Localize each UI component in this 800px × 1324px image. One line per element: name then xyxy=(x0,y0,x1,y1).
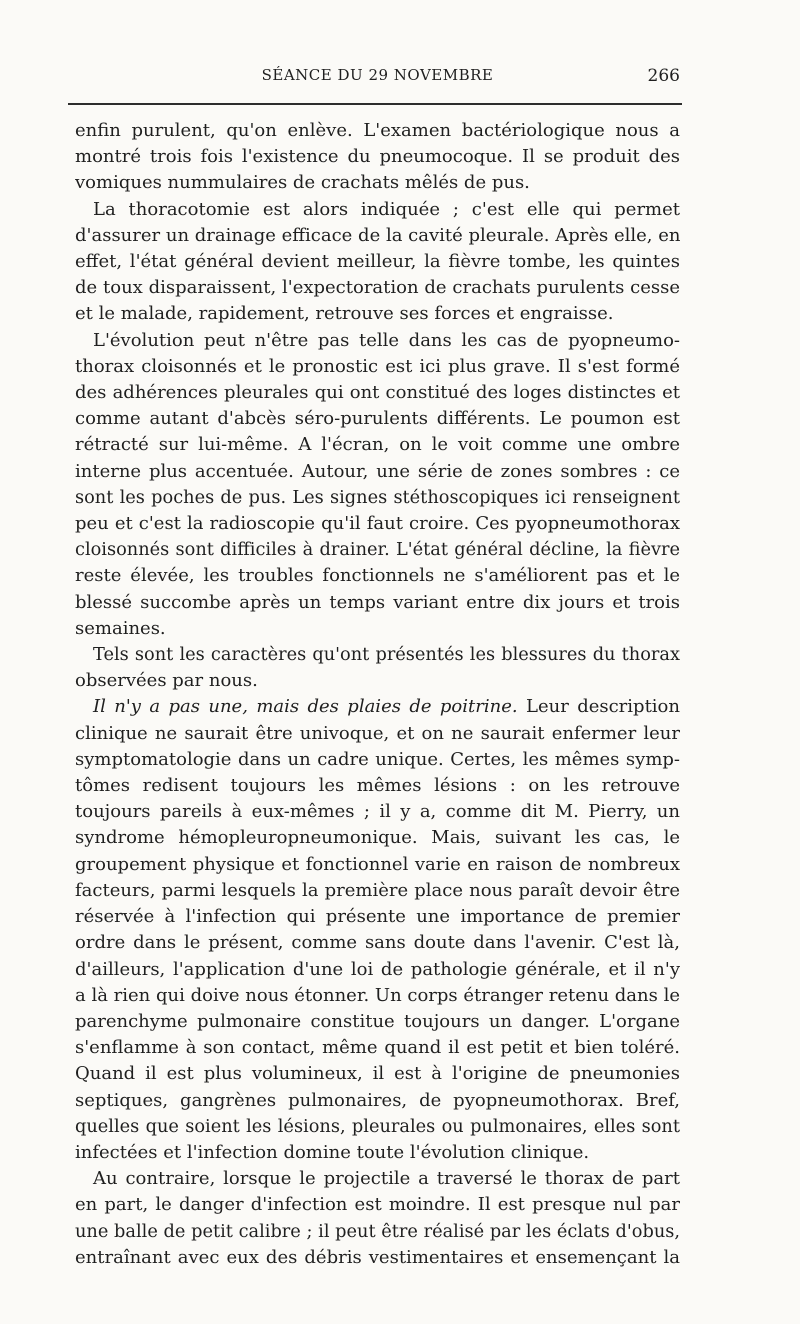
text-line: peu et c'est la radioscopie qu'il faut croire. Ces pyopneumothorax xyxy=(75,513,680,535)
header-rule xyxy=(68,103,682,105)
text-line: semaines. xyxy=(75,617,166,639)
text-line: quelles que soient les lésions, pleurales ou pulmonaires, elles sont xyxy=(75,1116,680,1137)
text-line: infectées et l'infection domine toute l'évolution clinique. xyxy=(75,1141,590,1163)
running-header xyxy=(75,66,680,86)
header-title: SÉANCE DU 29 NOVEMBRE xyxy=(261,66,494,84)
text-line: interne plus accentuée. Autour, une série de zones sombres : ce xyxy=(75,460,680,482)
text-line: groupement physique et fonctionnel varie en raison de nombreux xyxy=(75,853,680,875)
text-line: septiques, gangrènes pulmonaires, de pyopneumothorax. Bref, xyxy=(75,1089,680,1111)
text-line: symptomatologie dans un cadre unique. Certes, les mêmes symp- xyxy=(75,748,680,770)
text-line-with-italic xyxy=(75,694,680,720)
text-line: parenchyme pulmonaire constitue toujours un danger. L'organe xyxy=(75,1010,680,1032)
text-line: d'ailleurs, l'application d'une loi de pathologie générale, et il n'y xyxy=(75,958,680,980)
text-line: sont les poches de pus. Les signes stéthoscopiques ici renseignent xyxy=(75,487,680,508)
body-text xyxy=(75,118,680,1271)
text-line: cloisonnés sont difficiles à drainer. L'état général décline, la fièvre xyxy=(75,540,680,561)
text-line: observées par nous. xyxy=(75,670,258,692)
text-line: Tels sont les caractères qu'ont présentés les blessures du thorax xyxy=(93,645,680,666)
text-line: Au contraire, lorsque le projectile a traversé le thorax de part xyxy=(93,1168,680,1190)
text-line: de toux disparaissent, l'expectoration de crachats purulents cesse xyxy=(75,277,680,299)
text-line: syndrome hémopleuropneumonique. Mais, suivant les cas, le xyxy=(75,827,680,849)
italic-phrase: Il n'y a pas une, mais des plaies de poitrine. xyxy=(93,696,518,718)
text-line: en part, le danger d'infection est moindre. Il est presque nul par xyxy=(75,1194,680,1216)
text-line: thorax cloisonnés et le pronostic est ici plus grave. Il s'est formé xyxy=(75,355,680,377)
text-line: facteurs, parmi lesquels la première place nous paraît devoir être xyxy=(75,879,680,901)
text-line: une balle de petit calibre ; il peut être réalisé par les éclats d'obus, xyxy=(75,1221,680,1242)
text-line: rétracté sur lui-même. A l'écran, on le voit comme une ombre xyxy=(75,434,680,456)
text-line: Quand il est plus volumineux, il est à l'origine de pneumonies xyxy=(75,1063,680,1085)
text-line: entraînant avec eux des débris vestimentaires et ensemençant la xyxy=(75,1246,680,1268)
text-line: d'assurer un drainage efficace de la cavité pleurale. Après elle, en xyxy=(75,224,680,246)
text-line: reste élevée, les troubles fonctionnels ne s'améliorent pas et le xyxy=(75,565,680,587)
text-line: L'évolution peut n'être pas telle dans les cas de pyopneumo- xyxy=(93,329,680,351)
text-line: vomiques nummulaires de crachats mêlés de pus. xyxy=(75,172,530,194)
text-line: toujours pareils à eux-mêmes ; il y a, comme dit M. Pierry, un xyxy=(75,801,680,823)
text-line: réservée à l'infection qui présente une importance de premier xyxy=(75,906,680,928)
text-line: s'enflamme à son contact, même quand il est petit et bien toléré. xyxy=(75,1037,680,1059)
text-line: La thoracotomie est alors indiquée ; c'est elle qui permet xyxy=(93,198,680,220)
text-line: des adhérences pleurales qui ont constitué des loges distinctes et xyxy=(75,382,680,404)
text-line: et le malade, rapidement, retrouve ses forces et engraisse. xyxy=(75,303,614,325)
text-line: montré trois fois l'existence du pneumocoque. Il se produit des xyxy=(75,146,680,168)
text-line: ordre dans le présent, comme sans doute dans l'avenir. C'est là, xyxy=(75,932,680,954)
text-line: blessé succombe après un temps variant entre dix jours et trois xyxy=(75,591,680,613)
text-line: enfin purulent, qu'on enlève. L'examen bactériologique nous a xyxy=(75,120,680,141)
text-line: effet, l'état général devient meilleur, la fièvre tombe, les quintes xyxy=(75,251,680,273)
text-line: clinique ne saurait être univoque, et on ne saurait enfermer leur xyxy=(75,722,680,744)
text-line: a là rien qui doive nous étonner. Un corps étranger retenu dans le xyxy=(75,984,680,1006)
text-line: tômes redisent toujours les mêmes lésions : on les retrouve xyxy=(75,775,680,797)
text-line-tail: Leur description xyxy=(526,696,680,718)
text-line: comme autant d'abcès séro-purulents différents. Le poumon est xyxy=(75,408,680,430)
page-number: 266 xyxy=(647,66,680,86)
